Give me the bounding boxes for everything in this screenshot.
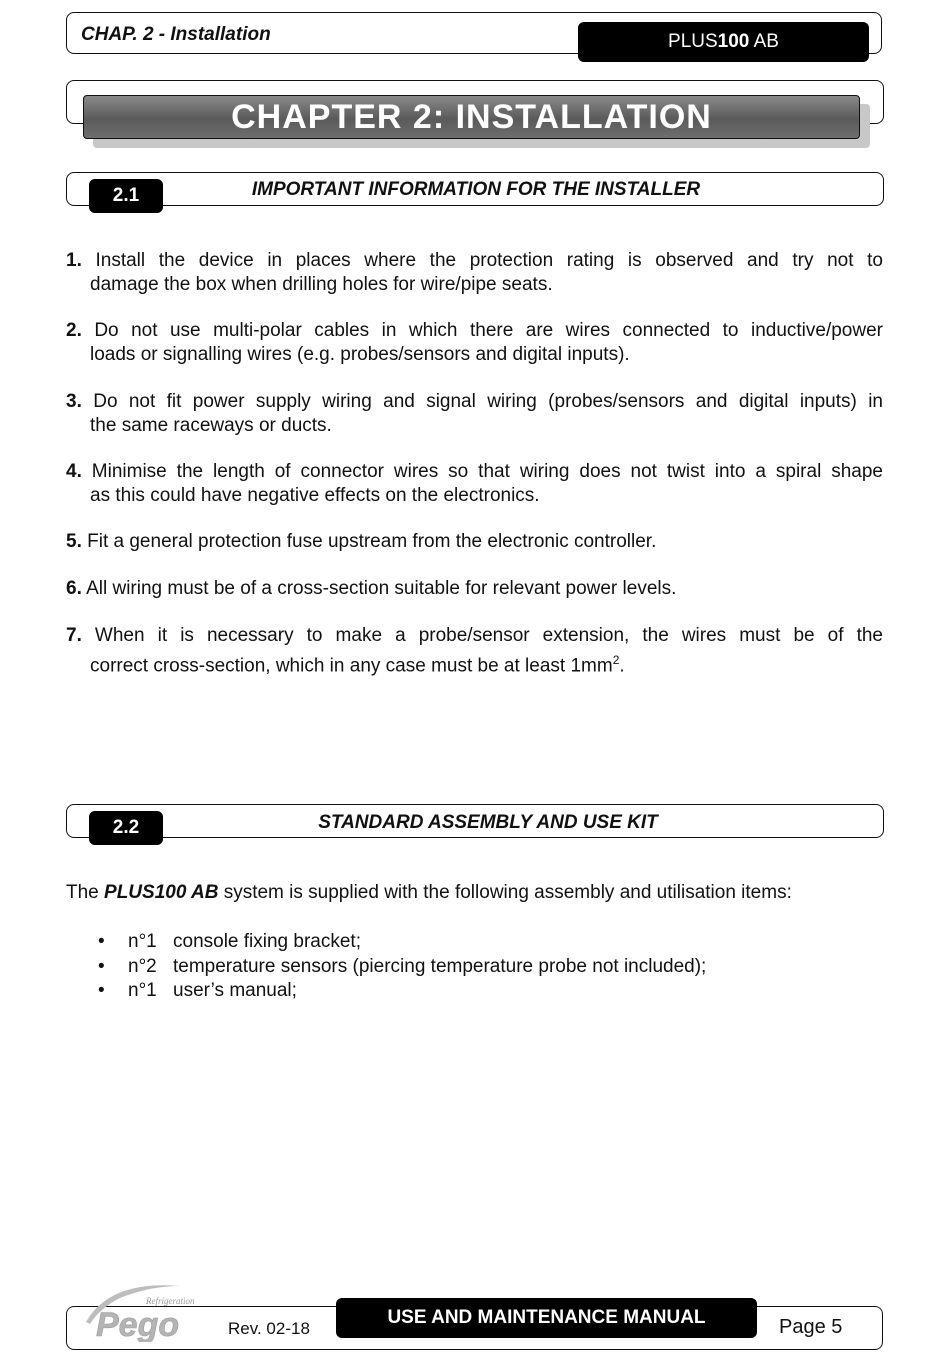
kit-intro [66,882,792,904]
list-item [66,249,883,297]
list-item [98,979,706,1004]
item-number: 2. [66,320,82,341]
item-text-cont: as this could have negative effects on the electronics. [90,485,540,506]
product-tag [578,22,869,62]
item-number: 6. [66,578,82,599]
product-prefix: PLUS [668,31,718,52]
bullet-icon: • [98,931,105,952]
logo-text: Pego [96,1306,180,1342]
item-text: user’s manual; [173,980,297,1001]
item-number: 5. [66,531,82,552]
item-quantity: n°1 [128,980,157,1001]
item-text-cont: damage the box when drilling holes for wire/pipe seats. [90,274,553,295]
product-bold: 100 [717,31,750,52]
item-text-end: . [619,655,625,677]
bullet-icon: • [98,955,105,977]
manual-title: USE AND MAINTENANCE MANUAL [336,1298,757,1338]
item-text: Minimise the length of connector wires so that wiring does not twist into a spiral shape [81,461,883,482]
item-text: Do not use multi-polar cables in which there are wires connected to inductive/power [81,320,883,341]
product-suffix: AB [749,31,779,52]
list-item [66,577,883,601]
list-item [66,460,883,508]
section-title: STANDARD ASSEMBLY AND USE KIT [318,812,658,833]
item-text: Fit a general protection fuse upstream from the electronic controller. [81,531,657,552]
list-item [66,319,883,367]
item-number: 4. [66,461,82,482]
item-number: 3. [66,391,82,412]
item-text: All wiring must be of a cross-section suitable for relevant power levels. [81,578,677,599]
item-text-cont: loads or signalling wires (e.g. probes/sensors and digital inputs). [90,344,630,365]
item-text: console fixing bracket; [173,931,361,952]
kit-list [98,930,706,1004]
superscript: 2 [612,653,620,667]
item-text: Do not fit power supply wiring and signal wiring (probes/sensors and digital inputs) in [81,391,883,412]
item-number: 1. [66,250,82,271]
logo-tagline: Refrigeration [146,1296,195,1306]
item-number: 7. [66,625,82,646]
section-title: IMPORTANT INFORMATION FOR THE INSTALLER [251,179,701,200]
intro-product: PLUS100 AB [104,882,219,903]
intro-after: system is supplied with the following assembly and utilisation items: [218,882,792,903]
item-text: Install the device in places where the protection rating is observed and try not to [81,250,883,271]
item-text-cont: the same raceways or ducts. [90,415,332,436]
item-text: When it is necessary to make a probe/sensor extension, the wires must be of the [81,625,883,646]
chapter-label: CHAP. 2 - Installation [81,24,271,45]
list-item [66,530,883,554]
item-quantity: n°1 [128,931,157,952]
revision-label: Rev. 02-18 [228,1319,310,1338]
item-quantity: n°2 [128,955,157,977]
bullet-icon: • [98,980,105,1001]
item-text: temperature sensors (piercing temperature probe not included); [173,955,707,977]
item-text-cont: correct cross-section, which in any case must be at least 1mm [90,655,613,677]
chapter-title: CHAPTER 2: INSTALLATION [83,95,860,139]
page-number: Page 5 [779,1316,843,1338]
list-item [66,624,883,678]
section-number: 2.1 [89,179,163,213]
list-item [98,955,706,980]
list-item [66,390,883,438]
list-item [98,930,706,955]
section-number: 2.2 [89,811,163,845]
intro-before: The [66,882,105,903]
pego-logo [80,1278,205,1342]
